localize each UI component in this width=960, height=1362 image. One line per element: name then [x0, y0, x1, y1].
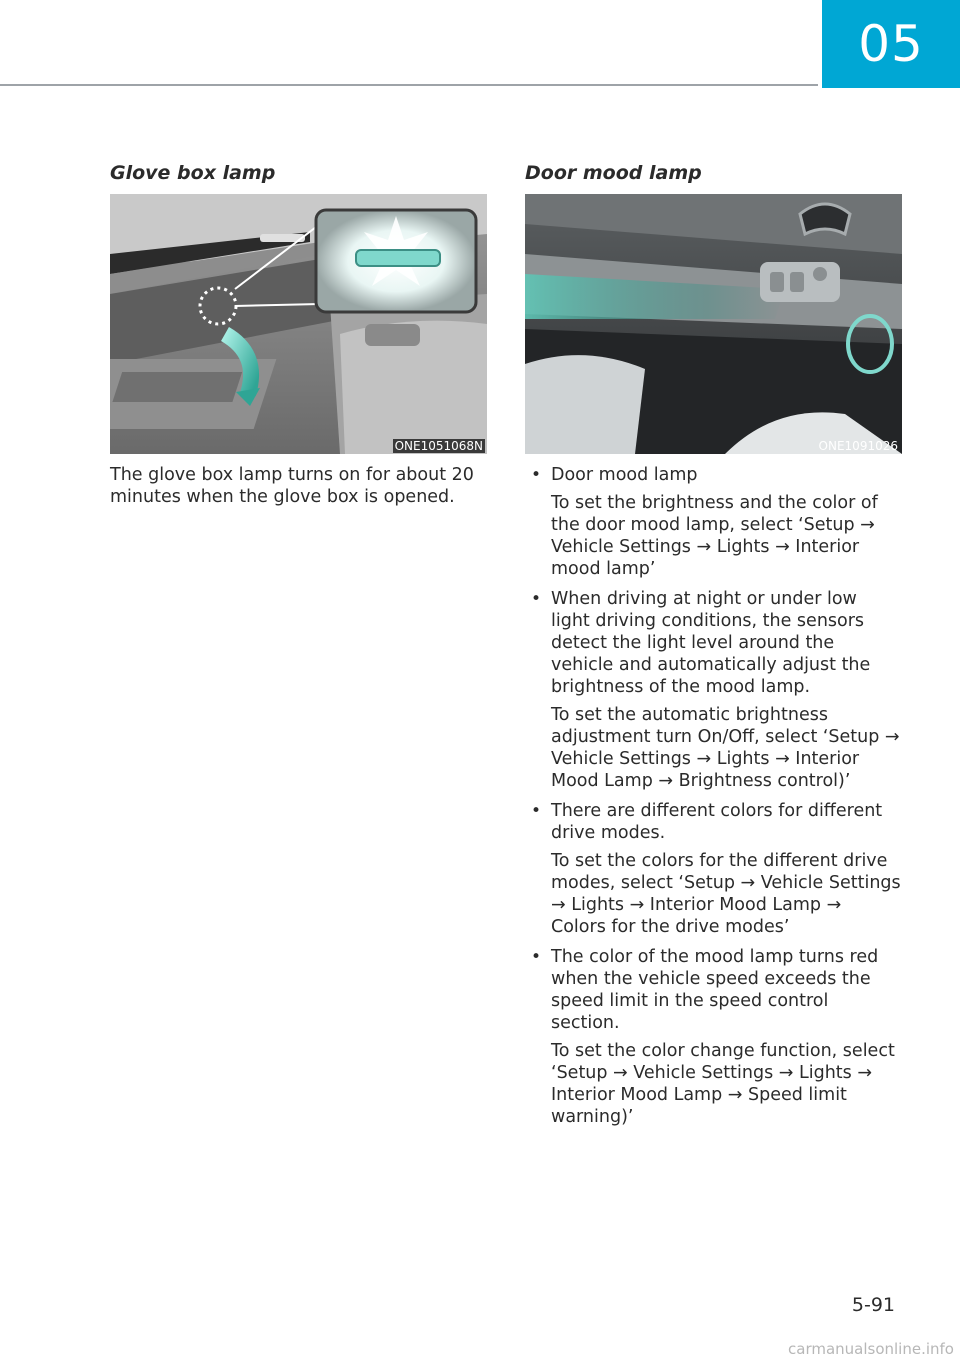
door-mood-lamp-list — [531, 464, 901, 1136]
glove-box-lamp-title: Glove box lamp — [110, 162, 276, 184]
page-number: 5-91 — [851, 1294, 895, 1316]
chapter-number: 05 — [858, 15, 924, 73]
list-item-head: The color of the mood lamp turns red when the vehicle speed exceeds the speed limit in the speed control section. — [551, 947, 879, 1033]
list-item-head: When driving at night or under low light driving conditions, the sensors detect the light level around the vehicle and automatically adjust the brightness of the mood lamp. — [551, 589, 871, 697]
door-mood-lamp-title: Door mood lamp — [525, 162, 702, 184]
list-item — [531, 800, 901, 938]
door-mood-lamp-illustration — [525, 194, 902, 454]
bullet-icon: • — [531, 947, 542, 967]
header-rule — [0, 84, 818, 86]
bullet-icon: • — [531, 465, 542, 485]
bullet-icon: • — [531, 801, 542, 821]
glove-box-lamp-description: The glove box lamp turns on for about 20 minutes when the glove box is opened. — [110, 465, 474, 507]
list-item-instruction: To set the colors for the different drive modes, select ‘Setup → Vehicle Settings → Lights → Interior Mood Lamp → Colors for the drive modes’ — [551, 851, 901, 937]
door-mood-figure-code: ONE1091026 — [818, 439, 898, 453]
list-item-instruction: To set the automatic brightness adjustment turn On/Off, select ‘Setup → Vehicle Settings → Lights → Interior Mood Lamp → Brightness control)’ — [551, 705, 900, 791]
list-item-instruction: To set the color change function, select ‘Setup → Vehicle Settings → Lights → Interior Mood Lamp → Speed limit warning)’ — [551, 1041, 895, 1127]
glove-box-figure-code: ONE1051068N — [394, 439, 483, 453]
list-item-instruction: To set the brightness and the color of the door mood lamp, select ‘Setup → Vehicle Settings → Lights → Interior mood lamp’ — [551, 493, 878, 579]
glove-box-illustration — [110, 194, 487, 454]
list-item — [531, 464, 901, 580]
list-item — [531, 946, 901, 1128]
chapter-tab — [822, 0, 960, 88]
glove-box-drawing — [110, 194, 487, 454]
list-item-head: There are different colors for different drive modes. — [551, 801, 883, 843]
bullet-icon: • — [531, 589, 542, 609]
door-panel-drawing — [525, 194, 902, 454]
list-item-head: Door mood lamp — [551, 465, 698, 485]
watermark: carmanualsonline.info — [788, 1340, 954, 1358]
list-item — [531, 588, 901, 792]
